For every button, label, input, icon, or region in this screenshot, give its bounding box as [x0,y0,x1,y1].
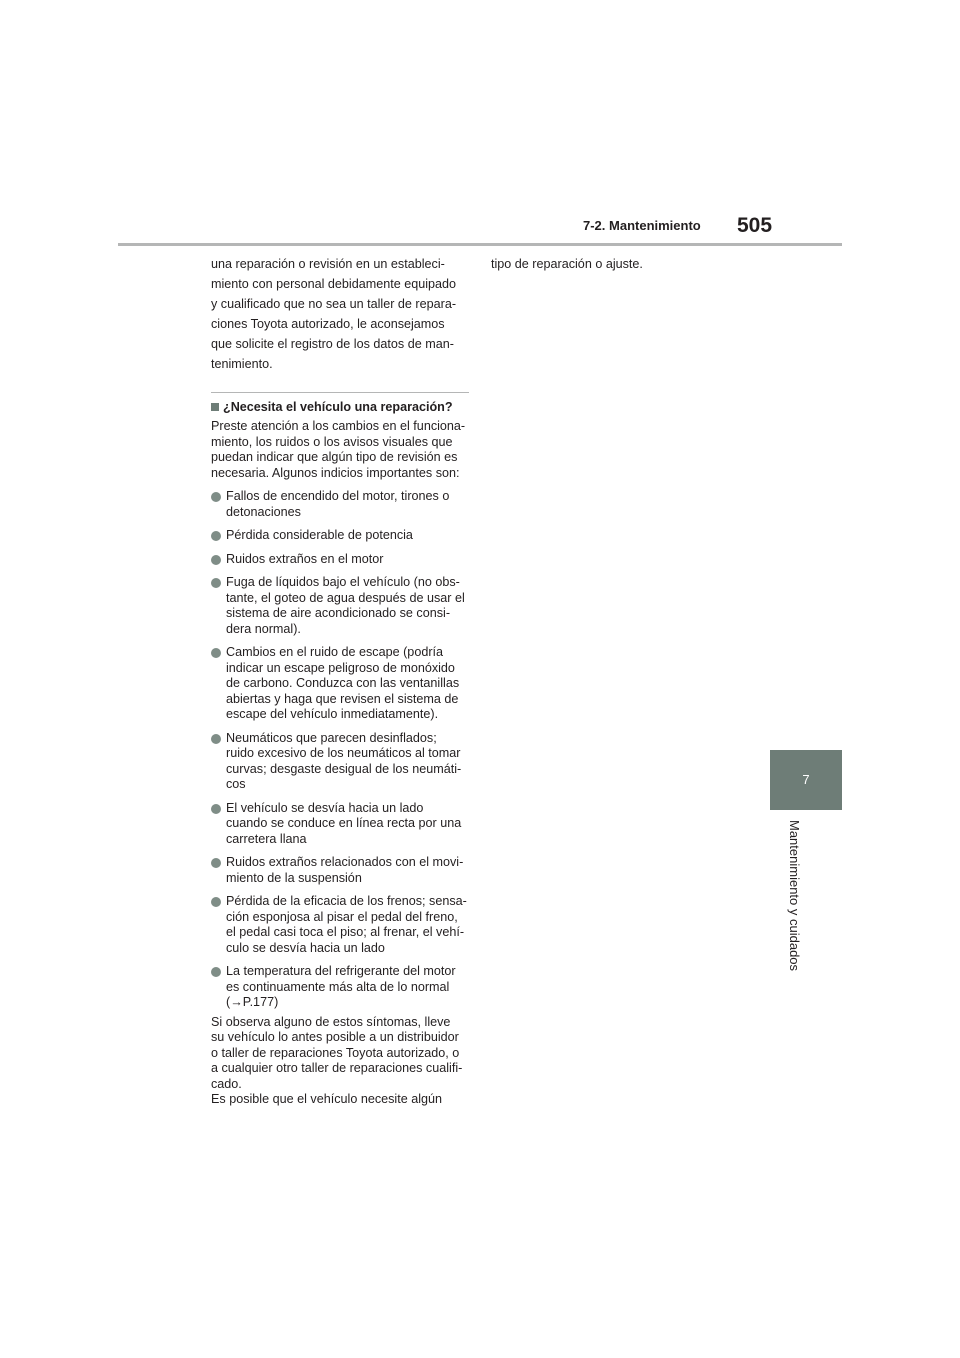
text-line: ciones Toyota autorizado, le aconsejamos [211,317,445,331]
page-number: 505 [737,214,773,237]
circle-bullet-icon [211,492,221,502]
list-item [211,575,471,637]
symptom-list [211,489,471,1011]
section-intro-paragraph [211,419,471,481]
right-column [491,250,751,276]
text-line: su vehículo lo antes posible a un distribuidor [211,1030,459,1044]
circle-bullet-icon [211,804,221,814]
header-divider [118,243,842,246]
text-line: que solicite el registro de los datos de man- [211,337,454,351]
circle-bullet-icon [211,578,221,588]
page-reference-link[interactable]: (→P.177) [226,995,279,1009]
text-line: Si observa alguno de estos síntomas, lleve [211,1014,451,1029]
list-item [211,645,471,723]
section-heading [211,399,471,415]
text-line: Es posible que el vehículo necesite algún [211,1092,443,1106]
chapter-number: 7 [802,772,810,787]
circle-bullet-icon [211,555,221,565]
text-line: o taller de reparaciones Toyota autorizado, o [211,1045,460,1060]
text-line: Pérdida de la eficacia de los frenos; sensa- [226,894,467,908]
text-line: Fallos de encendido del motor, tirones o [226,489,450,503]
text-line: puedan indicar que algún tipo de revisión es [211,450,458,464]
text-line: Ruidos extraños en el motor [226,551,384,566]
section-title: 7-2. Mantenimiento [583,218,701,233]
square-bullet-icon [211,403,219,411]
text-line: el pedal casi toca el piso; al frenar, el vehí- [226,925,465,939]
text-line: Preste atención a los cambios en el funciona- [211,419,466,433]
text-line: una reparación o revisión en un estableci- [211,257,445,271]
circle-bullet-icon [211,967,221,977]
left-column [211,250,471,1108]
circle-bullet-icon [211,648,221,658]
text-line: tante, el goteo de agua después de usar el [226,590,465,605]
circle-bullet-icon [211,531,221,541]
text-line: a cualquier otro taller de reparaciones cualifi- [211,1061,463,1075]
text-line: sistema de aire acondicionado se consi- [226,606,451,620]
list-item [211,964,471,1011]
text-line: Ruidos extraños relacionados con el movi- [226,855,464,869]
circle-bullet-icon [211,897,221,907]
text-line: cado. [211,1076,242,1091]
list-item [211,552,471,568]
text-line: de carbono. Conduzca con las ventanillas [226,676,460,690]
text-line: El vehículo se desvía hacia un lado [226,800,424,815]
closing-paragraph [211,1015,471,1108]
text-line: culo se desvía hacia un lado [226,940,385,955]
text-line: miento de la suspensión [226,870,362,885]
list-item [211,489,471,520]
text-line: detonaciones [226,504,301,519]
list-item [211,894,471,956]
text-line: tipo de reparación o ajuste. [491,257,643,271]
text-line: dera normal). [226,621,301,636]
text-line: cuando se conduce en línea recta por una [226,816,462,830]
text-line: curvas; desgaste desigual de los neumáti- [226,761,462,776]
text-line: miento, los ruidos o los avisos visuales que [211,434,453,449]
text-line: Pérdida considerable de potencia [226,528,413,542]
list-item [211,801,471,848]
text-line: tenimiento. [211,357,273,371]
text-line: ruido excesivo de los neumáticos al tomar [226,746,461,760]
text-line: miento con personal debidamente equipado [211,277,457,291]
text-line: Neumáticos que parecen desinflados; [226,730,437,745]
text-line: necesaria. Algunos indicios importantes son: [211,465,460,480]
section-heading-text: ¿Necesita el vehículo una reparación? [223,400,453,414]
text-line: La temperatura del refrigerante del motor [226,964,456,978]
text-line: indicar un escape peligroso de monóxido [226,660,455,675]
text-line: abiertas y haga que revisen el sistema de [226,691,459,706]
text-line: Fuga de líquidos bajo el vehículo (no obs- [226,575,460,589]
chapter-tab [770,750,842,810]
text-line: ción esponjosa al pisar el pedal del freno, [226,909,458,924]
text-line: es continuamente más alta de lo normal [226,979,450,994]
list-item [211,731,471,793]
text-line: y cualificado que no sea un taller de repara- [211,297,457,311]
circle-bullet-icon [211,734,221,744]
text-line: carretera llana [226,831,307,846]
chapter-label: Mantenimiento y cuidados [787,820,802,972]
list-item [211,528,471,544]
section-divider [211,392,469,393]
list-item [211,855,471,886]
intro-paragraph [211,250,471,374]
text-line: escape del vehículo inmediatamente). [226,707,439,721]
text-line: cos [226,777,246,791]
text-line: Cambios en el ruido de escape (podría [226,645,444,659]
circle-bullet-icon [211,858,221,868]
